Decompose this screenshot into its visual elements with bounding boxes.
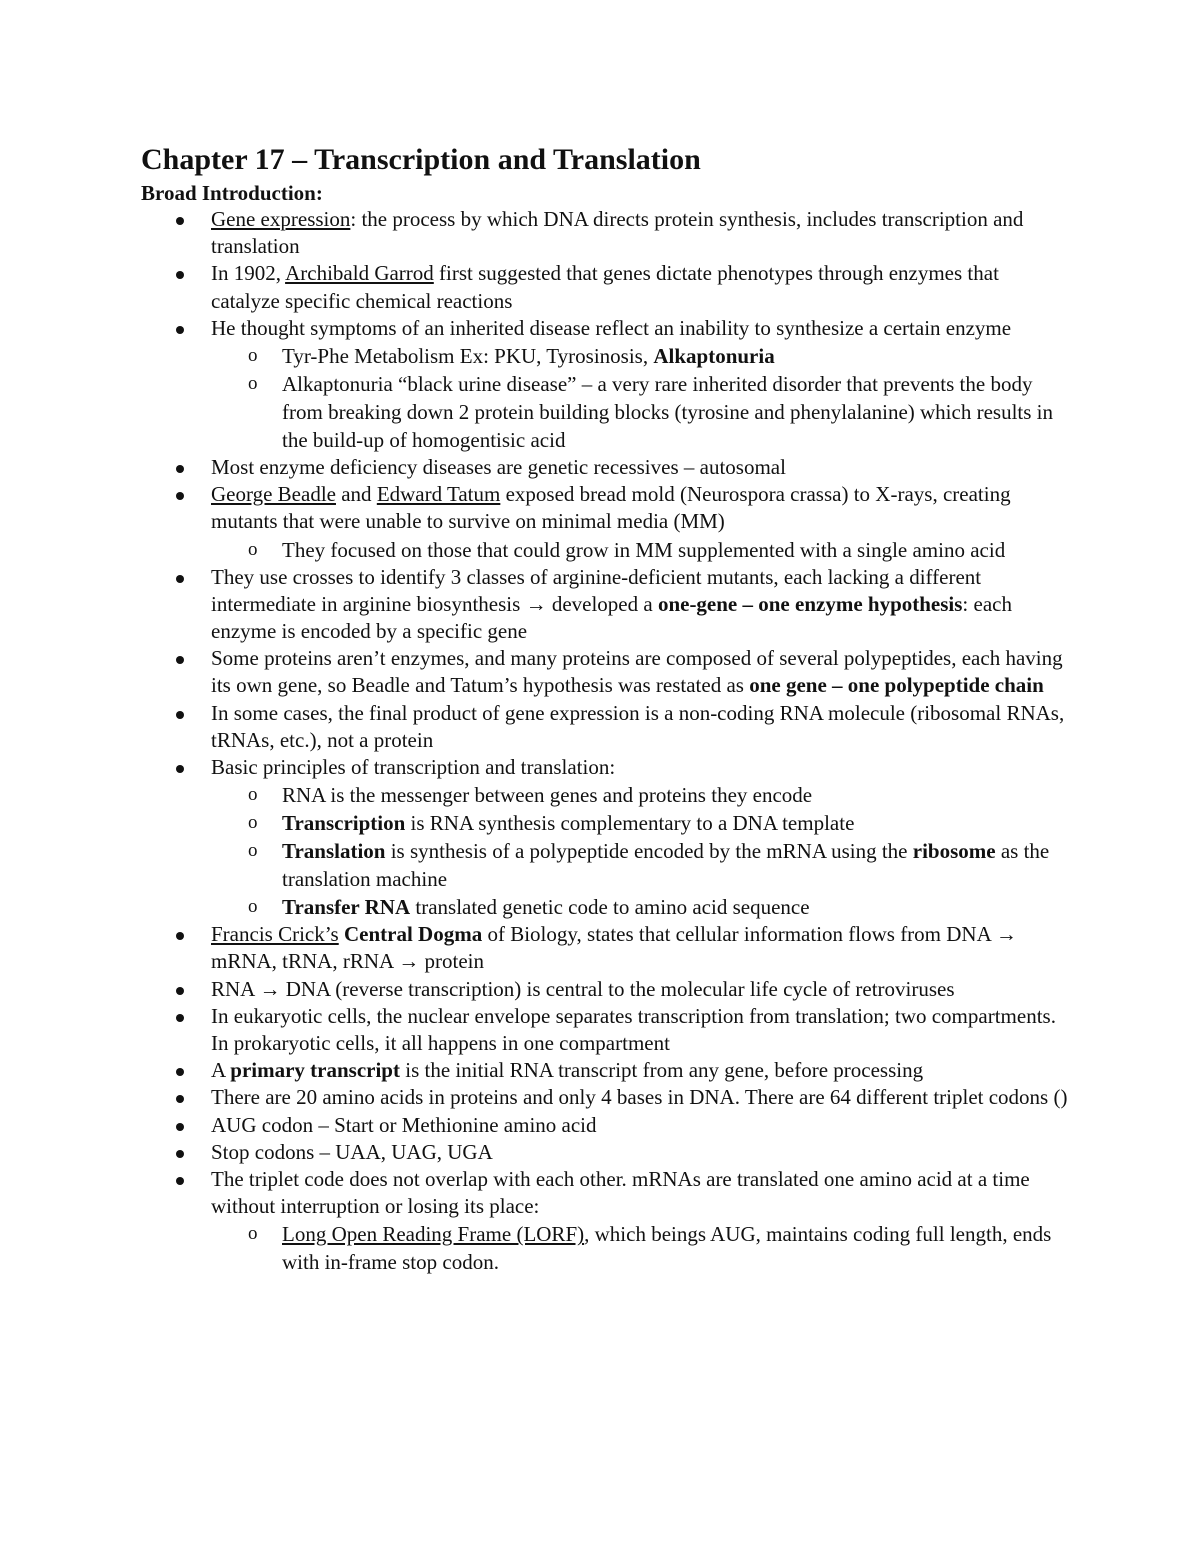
sub-list [211, 781, 1071, 921]
text-segment: : the process by which DNA directs protein synthesis, includes transcription and translation [211, 207, 1024, 259]
text-segment: Long Open Reading Frame (LORF) [282, 1222, 585, 1247]
text-segment: Basic principles of transcription and translation: [211, 755, 616, 780]
list-item [141, 481, 1071, 563]
circle-bullet-icon: o [248, 840, 258, 862]
list-item [141, 1139, 1071, 1166]
list-item [141, 206, 1071, 260]
page-title: Chapter 17 – Transcription and Translation [141, 143, 701, 176]
list-item [141, 921, 1071, 975]
sub-list-item [141, 809, 1071, 837]
arrow-icon: → [398, 949, 420, 974]
sub-list-item [141, 837, 1071, 893]
text-segment: RNA is the messenger between genes and proteins they encode [282, 783, 813, 808]
text-segment: Gene expression [211, 207, 351, 231]
list-item [141, 564, 1071, 646]
list-item-text [211, 261, 999, 312]
text-segment: developed a [546, 591, 658, 616]
bullet-list [141, 206, 1071, 1276]
sub-list-item [141, 536, 1071, 564]
text-segment: one-gene – one enzyme hypothesis [657, 591, 963, 616]
text-segment: is RNA synthesis complementary to a DNA template [405, 811, 855, 836]
list-item [141, 1084, 1071, 1111]
bullet-dot-icon [176, 326, 184, 334]
text-segment: The triplet code does not overlap with each other. mRNAs are translated one amino acid at a time without interruption or losing its place: [211, 1167, 1030, 1219]
text-segment: , which beings AUG, maintains coding full length, ends with in-frame stop codon. [282, 1222, 1052, 1275]
bullet-dot-icon [176, 656, 184, 664]
bullet-dot-icon [176, 765, 184, 773]
bullet-dot-icon [176, 1123, 184, 1131]
text-segment: Some proteins aren’t enzymes, and many proteins are composed of several polypeptides, each having its own gene, so Beadle and Tatum’s hypothesis was restated as [211, 646, 1063, 698]
list-item [141, 645, 1071, 699]
list-item [141, 976, 1071, 1003]
list-item-text [211, 1113, 597, 1137]
text-segment: They use crosses to identify 3 classes of arginine-deficient mutants, each lacking a different intermediate in arginine biosynthesis [211, 564, 982, 616]
list-item-text [211, 1085, 1067, 1109]
list-item-text [211, 646, 1063, 697]
bullet-dot-icon [176, 711, 184, 719]
list-item-text [211, 977, 955, 1001]
text-segment: There are 20 amino acids in proteins and only 4 bases in DNA. There are 64 different triplet codons () [211, 1085, 1068, 1110]
text-segment: Alkaptonuria “black urine disease” – a very rare inherited disorder that prevents the body from breaking down 2 protein building blocks (tyrosine and phenylalanine) which results in the build-up of homogentisic acid [282, 372, 1054, 453]
list-item-text [211, 1140, 493, 1164]
list-item-text [211, 207, 1023, 258]
text-segment: Francis Crick’s [211, 922, 339, 947]
sub-list-item-text [282, 344, 775, 368]
text-segment: AUG codon – Start or Methionine amino acid [211, 1112, 597, 1137]
text-segment: as the translation machine [282, 839, 1050, 892]
arrow-icon: → [995, 922, 1017, 947]
text-segment: RNA [211, 976, 260, 1001]
text-segment: translated genetic code to amino acid sequence [410, 895, 810, 920]
sub-list-item-text [282, 538, 1005, 562]
list-item [141, 700, 1071, 754]
text-segment: Translation [282, 839, 386, 864]
text-segment: first suggested that genes dictate phenotypes through enzymes that catalyze specific chemical reactions [211, 261, 999, 313]
list-item-text [211, 701, 1064, 752]
bullet-dot-icon [176, 1177, 184, 1185]
list-item [141, 1112, 1071, 1139]
text-segment: He thought symptoms of an inherited disease reflect an inability to synthesize a certain enzyme [211, 315, 1012, 340]
circle-bullet-icon: o [248, 896, 258, 918]
bullet-dot-icon [176, 492, 184, 500]
text-segment: Transcription [282, 811, 406, 836]
sub-list-item-text [282, 895, 810, 919]
list-item [141, 754, 1071, 921]
sub-list-item-text [282, 372, 1053, 452]
text-segment: Stop codons – UAA, UAG, UGA [211, 1139, 493, 1164]
text-segment: They focused on those that could grow in MM supplemented with a single amino acid [282, 537, 1006, 562]
circle-bullet-icon: o [248, 345, 258, 367]
bullet-dot-icon [176, 1095, 184, 1103]
list-item [141, 315, 1071, 454]
text-segment: of Biology, states that cellular information flows from DNA [482, 922, 996, 947]
sub-list-item [141, 342, 1071, 370]
bullet-dot-icon [176, 987, 184, 995]
sub-list [211, 536, 1071, 564]
list-item-text [211, 565, 1012, 643]
text-segment: Central Dogma [343, 922, 483, 947]
text-segment: Archibald Garrod [285, 261, 434, 286]
text-segment: In some cases, the final product of gene expression is a non-coding RNA molecule (ribosomal RNAs, tRNAs, etc.), not a protein [211, 700, 1065, 752]
text-segment: is synthesis of a polypeptide encoded by the mRNA using the [385, 839, 913, 864]
list-item-text [211, 755, 615, 779]
text-segment: primary transcript [230, 1058, 400, 1083]
text-segment: : each enzyme is encoded by a specific gene [211, 591, 1012, 644]
document-page [141, 140, 1071, 1276]
circle-bullet-icon: o [248, 373, 258, 395]
list-item-text [211, 455, 786, 479]
circle-bullet-icon: o [248, 784, 258, 806]
section-heading: Broad Introduction: [141, 181, 323, 205]
bullet-dot-icon [176, 1150, 184, 1158]
list-item-text [211, 482, 1011, 533]
sub-list [211, 1220, 1071, 1276]
text-segment: protein [419, 949, 485, 974]
list-item-text [211, 922, 1017, 973]
list-item-text [211, 1058, 923, 1082]
text-segment: ribosome [912, 839, 996, 864]
arrow-icon: → [259, 976, 281, 1001]
text-segment: exposed bread mold (Neurospora crassa) to X-rays, creating mutants that were unable to survive on minimal media (MM) [211, 482, 1011, 534]
circle-bullet-icon: o [248, 1223, 258, 1245]
text-segment: George Beadle [211, 482, 336, 507]
text-segment: In 1902, [211, 261, 286, 286]
bullet-dot-icon [176, 217, 184, 225]
list-item-text [211, 316, 1011, 340]
list-item [141, 1003, 1071, 1057]
circle-bullet-icon: o [248, 812, 258, 834]
text-segment: Tyr-Phe Metabolism Ex: PKU, Tyrosinosis, [282, 344, 654, 369]
list-item-text [211, 1004, 1056, 1055]
text-segment: mRNA, tRNA, rRNA [211, 949, 399, 974]
list-item [141, 454, 1071, 481]
sub-list-item-text [282, 783, 812, 807]
text-segment: A [211, 1058, 231, 1083]
text-segment: Alkaptonuria [653, 344, 775, 369]
text-segment: Edward Tatum [376, 482, 501, 507]
bullet-dot-icon [176, 271, 184, 279]
list-item [141, 1166, 1071, 1276]
text-segment: Transfer RNA [282, 895, 411, 920]
bullet-dot-icon [176, 575, 184, 583]
sub-list-item [141, 1220, 1071, 1276]
sub-list [211, 342, 1071, 454]
arrow-icon: → [525, 591, 547, 616]
bullet-dot-icon [176, 1014, 184, 1022]
list-item-text [211, 1167, 1030, 1218]
bullet-dot-icon [176, 465, 184, 473]
bullet-dot-icon [176, 932, 184, 940]
list-item [141, 1057, 1071, 1084]
sub-list-item-text [282, 811, 854, 835]
text-segment: one gene – one polypeptide chain [749, 673, 1044, 698]
circle-bullet-icon: o [248, 538, 258, 560]
text-segment: In eukaryotic cells, the nuclear envelope separates transcription from translation; two compartments. In prokaryotic cells, it all happens in one compartment [211, 1003, 1056, 1056]
sub-list-item-text [282, 1222, 1051, 1274]
sub-list-item [141, 370, 1071, 454]
text-segment: is the initial RNA transcript from any gene, before processing [399, 1058, 924, 1083]
bullet-dot-icon [176, 1068, 184, 1076]
sub-list-item-text [282, 839, 1049, 891]
sub-list-item [141, 781, 1071, 809]
list-item [141, 260, 1071, 314]
text-segment: DNA (reverse transcription) is central to the molecular life cycle of retroviruses [280, 976, 955, 1001]
text-segment: Most enzyme deficiency diseases are genetic recessives – autosomal [211, 455, 786, 480]
sub-list-item [141, 893, 1071, 921]
text-segment: and [335, 482, 377, 507]
